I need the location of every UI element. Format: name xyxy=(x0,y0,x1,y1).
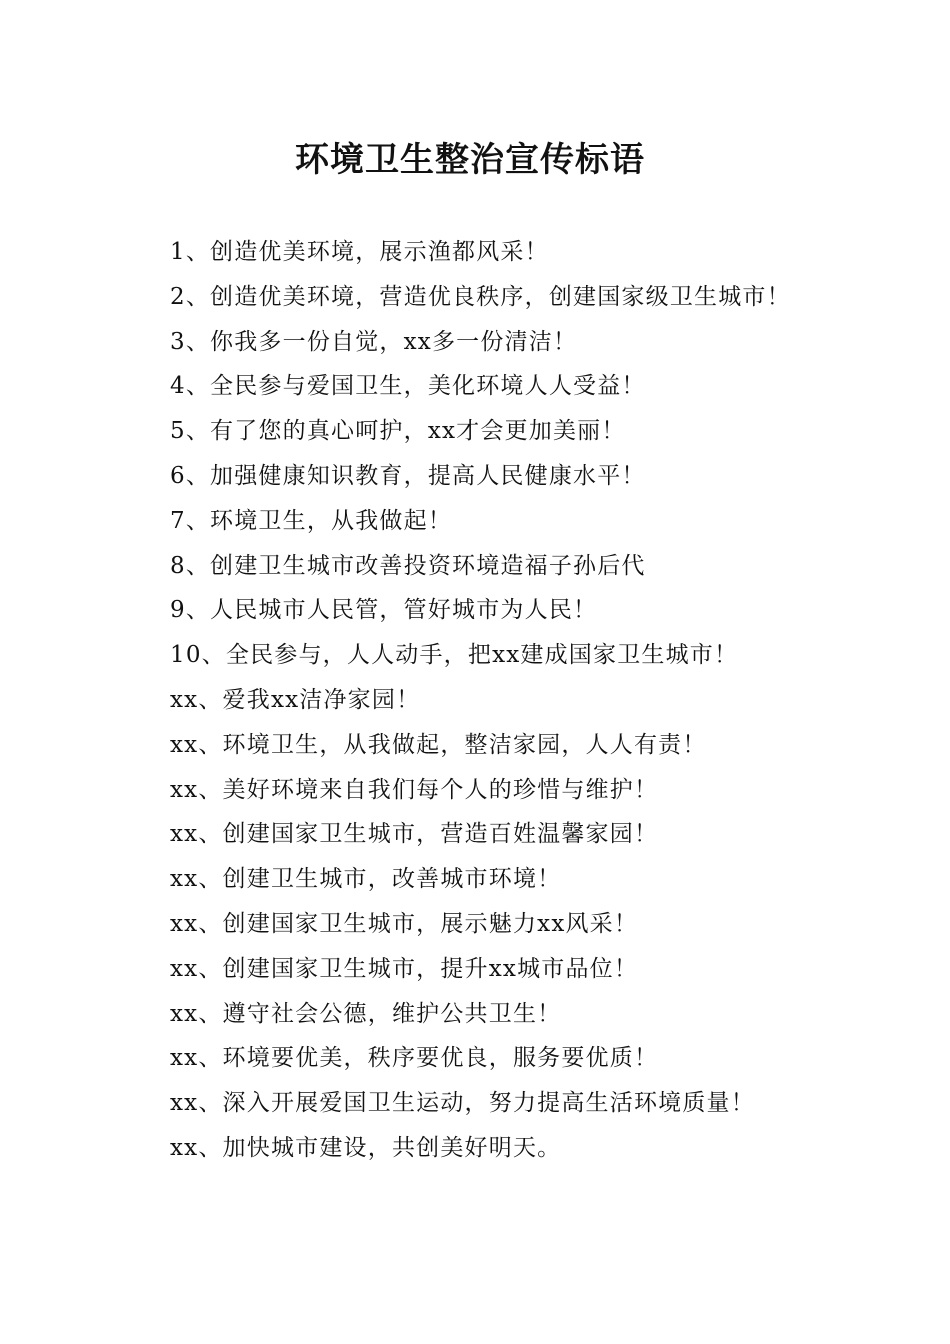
slogan-item: xx、美好环境来自我们每个人的珍惜与维护！ xyxy=(170,776,659,803)
document-title: 环境卫生整治宣传标语 xyxy=(295,140,645,180)
slogan-item: 7、环境卫生，从我做起！ xyxy=(170,507,453,534)
slogan-item: xx、创建国家卫生城市，提升xx城市品位！ xyxy=(170,955,639,982)
slogan-item: 6、加强健康知识教育，提高人民健康水平！ xyxy=(170,462,646,489)
slogan-item: 3、你我多一份自觉，xx多一份清洁！ xyxy=(170,328,578,355)
slogan-item: 9、人民城市人民管，管好城市为人民！ xyxy=(170,597,598,624)
slogan-item: 2、创造优美环境，营造优良秩序，创建国家级卫生城市！ xyxy=(170,283,791,310)
slogan-item: 8、创建卫生城市改善投资环境造福子孙后代 xyxy=(170,552,646,579)
slogan-item: xx、环境要优美，秩序要优良，服务要优质！ xyxy=(170,1045,659,1072)
slogan-item: xx、创建国家卫生城市，营造百姓温馨家园！ xyxy=(170,821,659,848)
slogan-item: xx、创建卫生城市，改善城市环境！ xyxy=(170,866,562,893)
slogan-item: xx、爱我xx洁净家园！ xyxy=(170,686,421,713)
slogan-item: xx、创建国家卫生城市，展示魅力xx风采！ xyxy=(170,910,639,937)
slogan-item: xx、深入开展爱国卫生运动，努力提高生活环境质量！ xyxy=(170,1090,755,1117)
slogan-item: 1、创造优美环境，展示渔都风采！ xyxy=(170,239,549,265)
slogan-item: xx、环境卫生，从我做起，整洁家园，人人有责！ xyxy=(170,731,707,758)
slogan-item: 10、全民参与，人人动手，把xx建成国家卫生城市！ xyxy=(170,642,739,669)
slogan-item: 5、有了您的真心呵护，xx才会更加美丽！ xyxy=(170,418,626,445)
slogan-item: xx、遵守社会公德，维护公共卫生！ xyxy=(170,1000,562,1027)
slogan-item: 4、全民参与爱国卫生，美化环境人人受益！ xyxy=(170,373,646,400)
slogan-list xyxy=(170,230,910,1171)
slogan-item: xx、加快城市建设，共创美好明天。 xyxy=(170,1134,562,1161)
